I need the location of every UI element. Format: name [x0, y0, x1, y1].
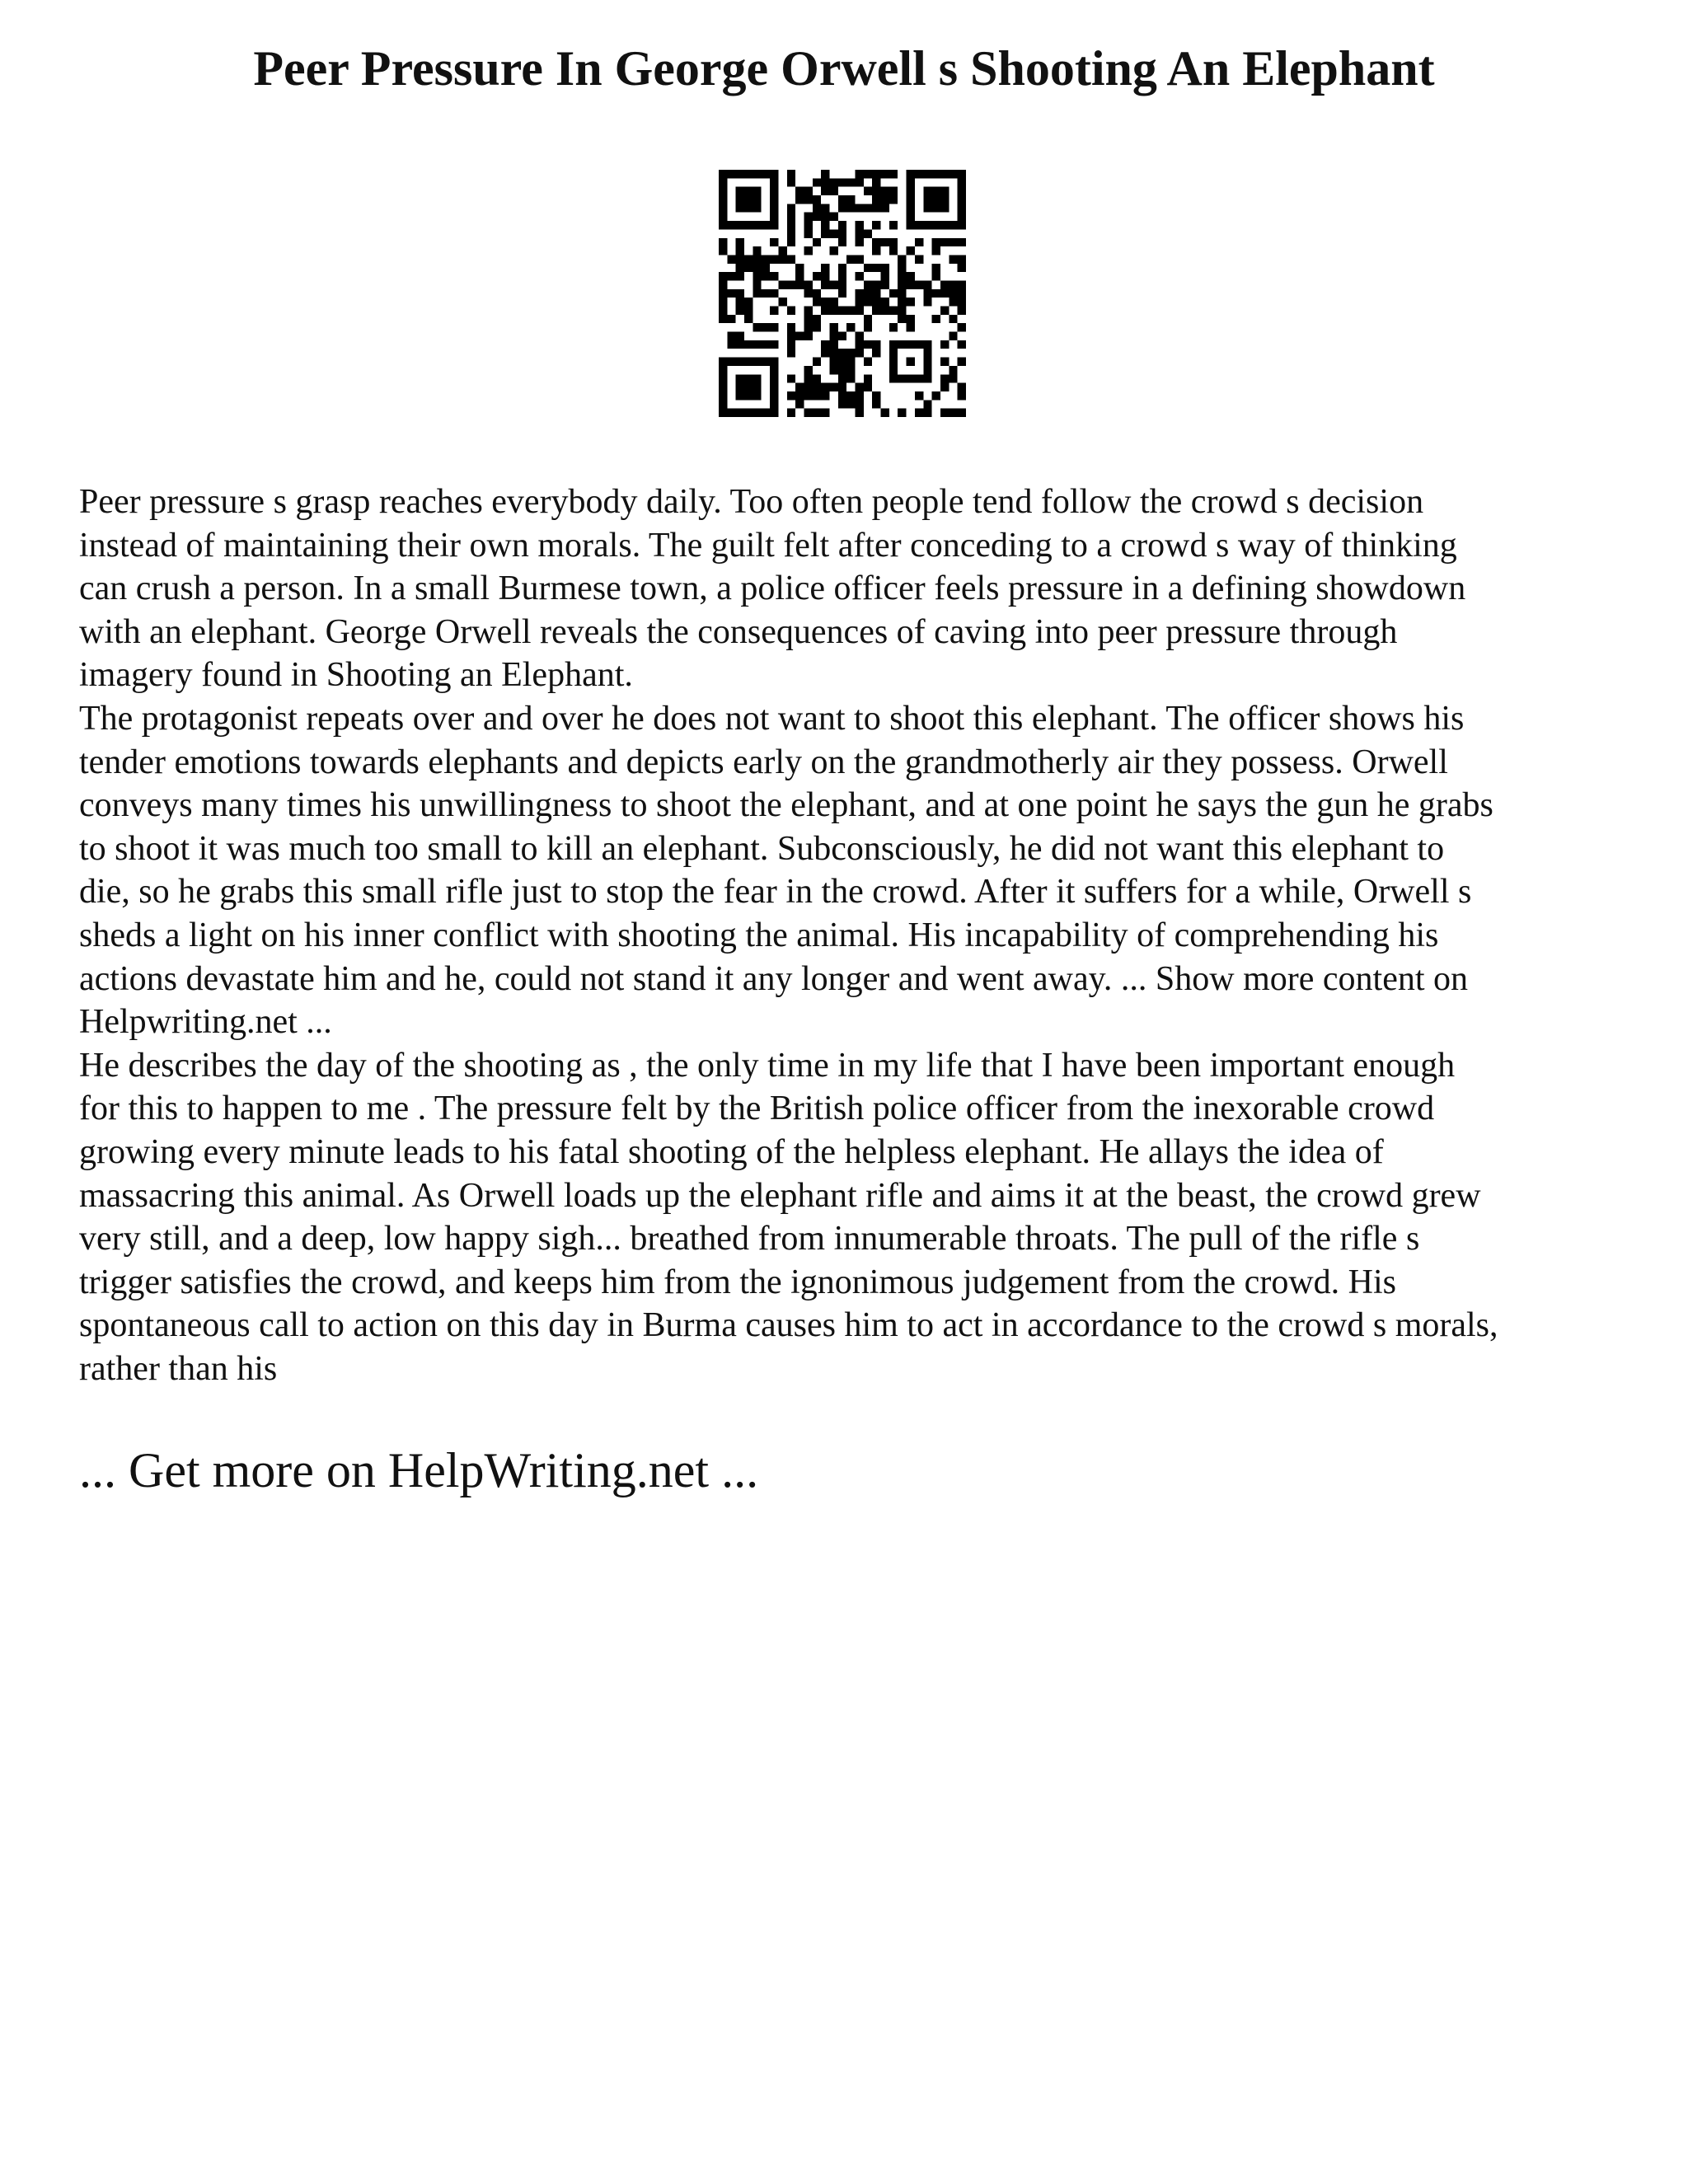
- get-more-link[interactable]: ... Get more on HelpWriting.net ...: [79, 1443, 759, 1497]
- paragraph-2: The protagonist repeats over and over he does not want to shoot this elephant. The officer shows his tender emotions towards elephants and depicts early on the grandmotherly air they possess. Orwell conveys many times his unwillingness to shoot the elephant, and at one point he says the gun he grabs to shoot it was much too small to kill an elephant. Subconsciously, he did not want this elephant to die, so he grabs this small rifle just to stop the fear in the crowd. After it suffers for a while, Orwell s sheds a light on his inner conflict with shooting the animal. His incapability of comprehending his actions devastate him and he, could not stand it any longer and went away. ... Show more content on Helpwriting.net ...: [79, 699, 1493, 1042]
- paragraph-3: He describes the day of the shooting as , the only time in my life that I have been important enough for this to happen to me . The pressure felt by the British police officer from the inexorable crowd growing every minute leads to his fatal shooting of the helpless elephant. He allays the idea of massacring this animal. As Orwell loads up the elephant rifle and aims it at the beast, the crowd grew very still, and a deep, low happy sigh... breathed from innumerable throats. The pull of the rifle s trigger satisfies the crowd, and keeps him from the ignonimous judgement from the crowd. His spontaneous call to action on this day in Burma causes him to act in accordance to the crowd s morals, rather than his: [79, 1046, 1498, 1388]
- document-title: Peer Pressure In George Orwell s Shooting An Elephant: [253, 41, 1435, 96]
- document-body: [79, 480, 1612, 1390]
- qr-code-icon: [719, 170, 966, 417]
- qr-code-graphic: [719, 170, 966, 417]
- paragraph-1: Peer pressure s grasp reaches everybody daily. Too often people tend follow the crowd s decision instead of maintaining their own morals. The guilt felt after conceding to a crowd s way of thinking can crush a person. In a small Burmese town, a police officer feels pressure in a defining showdown with an elephant. George Orwell reveals the consequences of caving into peer pressure through imagery found in Shooting an Elephant.: [79, 483, 1466, 695]
